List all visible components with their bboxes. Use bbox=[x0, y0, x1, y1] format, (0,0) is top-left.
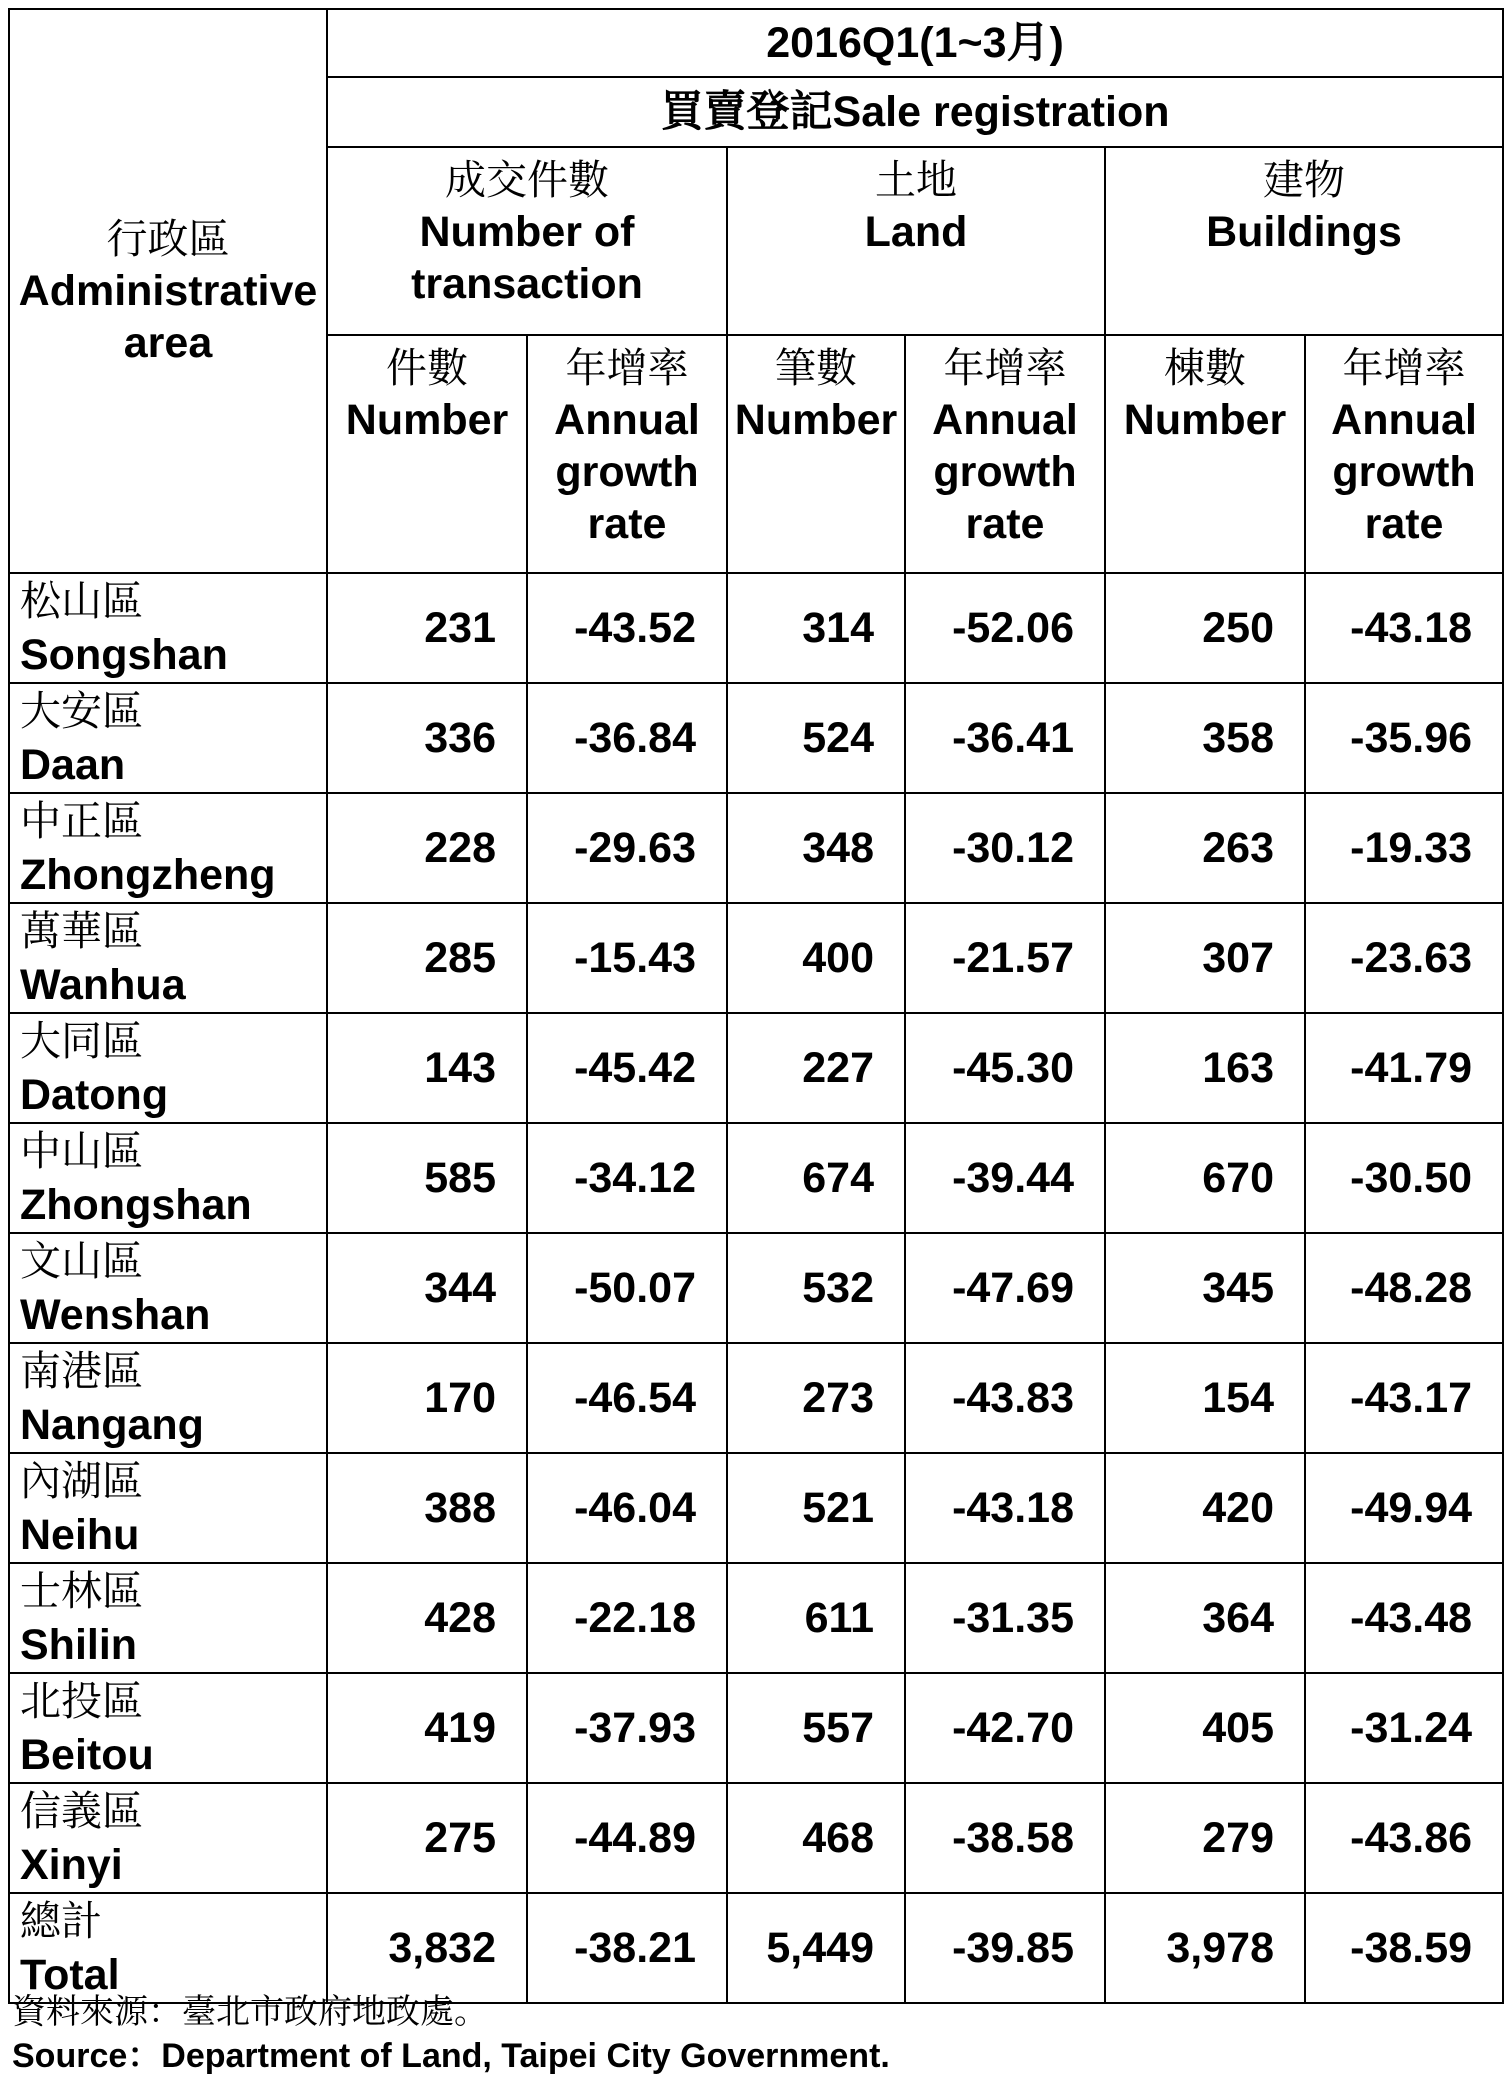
table-row bbox=[9, 1343, 1503, 1453]
header-administrative-area bbox=[9, 9, 327, 573]
header-group-zh: 成交件數 bbox=[445, 156, 609, 204]
transactions-number-cell: 285 bbox=[327, 903, 527, 1013]
buildings-growth-rate-cell: -41.79 bbox=[1305, 1013, 1503, 1123]
header-area-en-2: area bbox=[123, 319, 213, 367]
area-name-zh: 文山區 bbox=[20, 1237, 143, 1285]
transactions-number-cell: 170 bbox=[327, 1343, 527, 1453]
table-row bbox=[9, 903, 1503, 1013]
land-growth-rate-cell: -47.69 bbox=[905, 1233, 1105, 1343]
area-name-zh: 中正區 bbox=[20, 797, 143, 845]
area-name-en: Wanhua bbox=[20, 961, 186, 1009]
header-group-en-1: Number of bbox=[419, 208, 635, 256]
table-row bbox=[9, 573, 1503, 683]
table-row bbox=[9, 1563, 1503, 1673]
area-cell bbox=[9, 1783, 327, 1893]
table-row bbox=[9, 1233, 1503, 1343]
area-name-zh: 松山區 bbox=[20, 577, 143, 625]
statistics-table bbox=[8, 8, 1504, 2004]
header-sub-en-3: rate bbox=[1364, 500, 1444, 548]
area-name-en: Datong bbox=[20, 1071, 169, 1119]
transactions-growth-rate-cell: -22.18 bbox=[527, 1563, 727, 1673]
area-cell bbox=[9, 683, 327, 793]
area-name-zh: 大同區 bbox=[20, 1017, 143, 1065]
land-number-cell: 468 bbox=[727, 1783, 905, 1893]
area-name-en: Total bbox=[20, 1951, 120, 1999]
header-sub-en: Number bbox=[345, 396, 509, 444]
area-name-zh: 北投區 bbox=[20, 1677, 143, 1725]
header-sub-zh: 筆數 bbox=[775, 344, 857, 392]
header-sub-en: Number bbox=[1123, 396, 1287, 444]
transactions-growth-rate-cell: -36.84 bbox=[527, 683, 727, 793]
table-row bbox=[9, 1893, 1503, 2003]
land-number-cell: 524 bbox=[727, 683, 905, 793]
area-name-en: Shilin bbox=[20, 1621, 138, 1669]
buildings-growth-rate-cell: -43.86 bbox=[1305, 1783, 1503, 1893]
area-name-en: Nangang bbox=[20, 1401, 204, 1449]
header-sub-zh: 年增率 bbox=[943, 344, 1067, 392]
buildings-number-cell: 345 bbox=[1105, 1233, 1305, 1343]
transactions-number-cell: 275 bbox=[327, 1783, 527, 1893]
header-group-en-1: Land bbox=[864, 208, 968, 256]
area-cell bbox=[9, 1563, 327, 1673]
buildings-number-cell: 358 bbox=[1105, 683, 1305, 793]
header-sub-number bbox=[727, 335, 905, 573]
land-growth-rate-cell: -31.35 bbox=[905, 1563, 1105, 1673]
buildings-growth-rate-cell: -30.50 bbox=[1305, 1123, 1503, 1233]
area-name-zh: 總計 bbox=[20, 1897, 102, 1945]
transactions-growth-rate-cell: -34.12 bbox=[527, 1123, 727, 1233]
area-name-zh: 內湖區 bbox=[20, 1457, 143, 1505]
area-name-en: Songshan bbox=[20, 631, 228, 679]
transactions-number-cell: 585 bbox=[327, 1123, 527, 1233]
transactions-number-cell: 228 bbox=[327, 793, 527, 903]
table-row bbox=[9, 1673, 1503, 1783]
header-group-zh: 土地 bbox=[875, 156, 957, 204]
land-growth-rate-cell: -36.41 bbox=[905, 683, 1105, 793]
land-number-cell: 674 bbox=[727, 1123, 905, 1233]
land-number-cell: 611 bbox=[727, 1563, 905, 1673]
source-note-en: Source：Department of Land, Taipei City Government. bbox=[12, 2037, 890, 2075]
buildings-number-cell: 279 bbox=[1105, 1783, 1305, 1893]
source-note-zh: 資料來源：臺北市政府地政處。 bbox=[12, 1992, 488, 2032]
table-row bbox=[9, 1123, 1503, 1233]
area-cell bbox=[9, 1233, 327, 1343]
buildings-number-cell: 307 bbox=[1105, 903, 1305, 1013]
area-cell bbox=[9, 793, 327, 903]
area-cell bbox=[9, 1013, 327, 1123]
area-cell bbox=[9, 1343, 327, 1453]
header-group-en-2: transaction bbox=[411, 260, 643, 308]
transactions-number-cell: 388 bbox=[327, 1453, 527, 1563]
land-number-cell: 273 bbox=[727, 1343, 905, 1453]
transactions-number-cell: 3,832 bbox=[327, 1893, 527, 2003]
land-growth-rate-cell: -21.57 bbox=[905, 903, 1105, 1013]
area-name-en: Zhongzheng bbox=[20, 851, 276, 899]
buildings-growth-rate-cell: -49.94 bbox=[1305, 1453, 1503, 1563]
land-number-cell: 557 bbox=[727, 1673, 905, 1783]
transactions-number-cell: 344 bbox=[327, 1233, 527, 1343]
transactions-growth-rate-cell: -50.07 bbox=[527, 1233, 727, 1343]
transactions-number-cell: 143 bbox=[327, 1013, 527, 1123]
land-number-cell: 5,449 bbox=[727, 1893, 905, 2003]
buildings-growth-rate-cell: -48.28 bbox=[1305, 1233, 1503, 1343]
land-number-cell: 227 bbox=[727, 1013, 905, 1123]
area-name-zh: 萬華區 bbox=[20, 907, 143, 955]
land-number-cell: 521 bbox=[727, 1453, 905, 1563]
transactions-growth-rate-cell: -45.42 bbox=[527, 1013, 727, 1123]
land-growth-rate-cell: -42.70 bbox=[905, 1673, 1105, 1783]
area-name-en: Wenshan bbox=[20, 1291, 211, 1339]
header-area-zh: 行政區 bbox=[106, 215, 230, 263]
area-cell bbox=[9, 1673, 327, 1783]
transactions-growth-rate-cell: -37.93 bbox=[527, 1673, 727, 1783]
area-name-zh: 信義區 bbox=[20, 1787, 143, 1835]
header-sub-zh: 年增率 bbox=[1342, 344, 1466, 392]
header-group-zh: 建物 bbox=[1263, 156, 1346, 204]
buildings-growth-rate-cell: -38.59 bbox=[1305, 1893, 1503, 2003]
header-sub-en: Annual bbox=[932, 396, 1078, 444]
land-growth-rate-cell: -45.30 bbox=[905, 1013, 1105, 1123]
area-name-en: Daan bbox=[20, 741, 126, 789]
header-sub-zh: 件數 bbox=[386, 344, 468, 392]
area-name-zh: 南港區 bbox=[20, 1347, 143, 1395]
transactions-growth-rate-cell: -38.21 bbox=[527, 1893, 727, 2003]
land-growth-rate-cell: -43.83 bbox=[905, 1343, 1105, 1453]
area-name-zh: 士林區 bbox=[20, 1567, 143, 1615]
area-cell bbox=[9, 903, 327, 1013]
transactions-growth-rate-cell: -15.43 bbox=[527, 903, 727, 1013]
buildings-number-cell: 364 bbox=[1105, 1563, 1305, 1673]
land-growth-rate-cell: -38.58 bbox=[905, 1783, 1105, 1893]
header-sub-number bbox=[1105, 335, 1305, 573]
transactions-number-cell: 336 bbox=[327, 683, 527, 793]
land-growth-rate-cell: -39.85 bbox=[905, 1893, 1105, 2003]
header-sub-growth-rate bbox=[905, 335, 1105, 573]
header-group-en-1: Buildings bbox=[1206, 208, 1402, 256]
transactions-growth-rate-cell: -43.52 bbox=[527, 573, 727, 683]
buildings-growth-rate-cell: -23.63 bbox=[1305, 903, 1503, 1013]
buildings-number-cell: 154 bbox=[1105, 1343, 1305, 1453]
buildings-number-cell: 670 bbox=[1105, 1123, 1305, 1233]
area-name-en: Xinyi bbox=[20, 1841, 123, 1889]
header-sub-growth-rate bbox=[1305, 335, 1503, 573]
buildings-number-cell: 420 bbox=[1105, 1453, 1305, 1563]
buildings-growth-rate-cell: -43.18 bbox=[1305, 573, 1503, 683]
area-cell bbox=[9, 1123, 327, 1233]
transactions-growth-rate-cell: -46.04 bbox=[527, 1453, 727, 1563]
header-sub-zh: 棟數 bbox=[1164, 344, 1246, 392]
buildings-growth-rate-cell: -43.48 bbox=[1305, 1563, 1503, 1673]
table-row bbox=[9, 1013, 1503, 1123]
header-sub-en-2: growth bbox=[1332, 448, 1476, 496]
area-name-zh: 中山區 bbox=[20, 1127, 143, 1175]
header-sub-en-2: growth bbox=[555, 448, 699, 496]
land-growth-rate-cell: -39.44 bbox=[905, 1123, 1105, 1233]
buildings-growth-rate-cell: -35.96 bbox=[1305, 683, 1503, 793]
header-sub-en-3: rate bbox=[965, 500, 1045, 548]
buildings-number-cell: 250 bbox=[1105, 573, 1305, 683]
header-group-buildings bbox=[1105, 147, 1503, 335]
land-number-cell: 400 bbox=[727, 903, 905, 1013]
table-body bbox=[9, 573, 1503, 2003]
buildings-growth-rate-cell: -31.24 bbox=[1305, 1673, 1503, 1783]
buildings-growth-rate-cell: -43.17 bbox=[1305, 1343, 1503, 1453]
table-row bbox=[9, 793, 1503, 903]
table-row bbox=[9, 1783, 1503, 1893]
header-sub-zh: 年增率 bbox=[565, 344, 689, 392]
header-sub-en: Annual bbox=[1331, 396, 1477, 444]
area-name-en: Zhongshan bbox=[20, 1181, 252, 1229]
table-row bbox=[9, 683, 1503, 793]
header-sub-en-3: rate bbox=[587, 500, 667, 548]
buildings-number-cell: 3,978 bbox=[1105, 1893, 1305, 2003]
header-sub-en-2: growth bbox=[933, 448, 1077, 496]
transactions-number-cell: 428 bbox=[327, 1563, 527, 1673]
buildings-growth-rate-cell: -19.33 bbox=[1305, 793, 1503, 903]
transactions-growth-rate-cell: -29.63 bbox=[527, 793, 727, 903]
buildings-number-cell: 405 bbox=[1105, 1673, 1305, 1783]
header-period: 2016Q1(1~3月) bbox=[327, 9, 1503, 77]
header-sub-en: Annual bbox=[554, 396, 700, 444]
land-number-cell: 532 bbox=[727, 1233, 905, 1343]
land-growth-rate-cell: -30.12 bbox=[905, 793, 1105, 903]
header-group-land bbox=[727, 147, 1105, 335]
header-group-transactions bbox=[327, 147, 727, 335]
land-number-cell: 314 bbox=[727, 573, 905, 683]
header-sale-registration: 買賣登記Sale registration bbox=[327, 77, 1503, 147]
transactions-number-cell: 231 bbox=[327, 573, 527, 683]
header-sub-en: Number bbox=[734, 396, 898, 444]
buildings-number-cell: 263 bbox=[1105, 793, 1305, 903]
header-sub-number bbox=[327, 335, 527, 573]
table-row bbox=[9, 1453, 1503, 1563]
land-growth-rate-cell: -43.18 bbox=[905, 1453, 1105, 1563]
land-growth-rate-cell: -52.06 bbox=[905, 573, 1105, 683]
area-name-en: Neihu bbox=[20, 1511, 140, 1559]
transactions-number-cell: 419 bbox=[327, 1673, 527, 1783]
header-sub-growth-rate bbox=[527, 335, 727, 573]
buildings-number-cell: 163 bbox=[1105, 1013, 1305, 1123]
area-name-en: Beitou bbox=[20, 1731, 154, 1779]
transactions-growth-rate-cell: -44.89 bbox=[527, 1783, 727, 1893]
area-name-zh: 大安區 bbox=[20, 687, 143, 735]
area-cell bbox=[9, 1453, 327, 1563]
header-area-en-1: Administrative bbox=[18, 267, 318, 315]
land-number-cell: 348 bbox=[727, 793, 905, 903]
area-cell bbox=[9, 573, 327, 683]
area-cell bbox=[9, 1893, 327, 2003]
transactions-growth-rate-cell: -46.54 bbox=[527, 1343, 727, 1453]
